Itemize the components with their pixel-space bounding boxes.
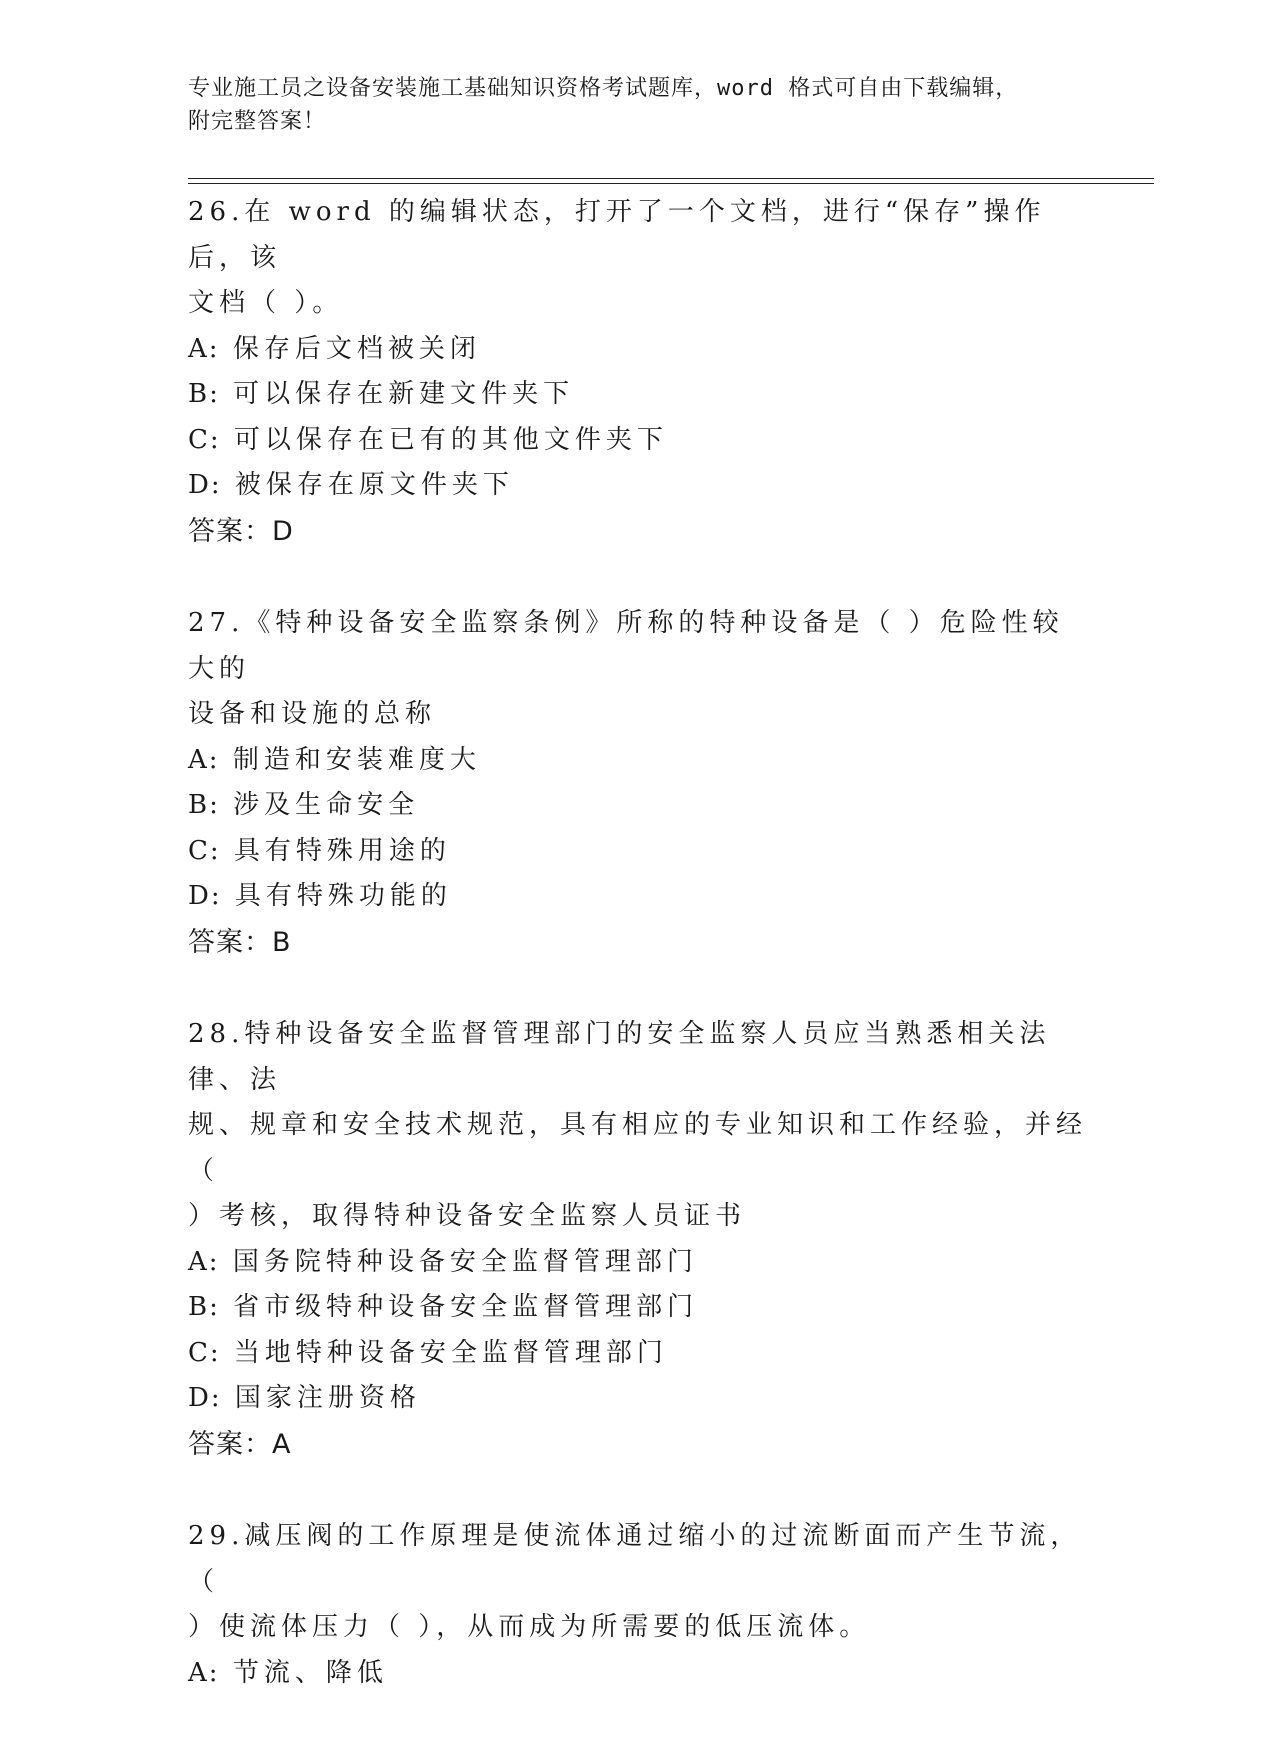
option-letter: A: [188,1246,220,1277]
question-27 [188,601,1088,965]
question-text: 28.特种设备安全监督管理部门的安全监察人员应当熟悉相关法律、法 规、规章和安全技术规范，具有相应的专业知识和工作经验，并经（ ）考核，取得特种设备安全监察人员证书 [188,1019,1088,1231]
question-29 [188,1514,1088,1696]
option-b [188,783,1088,829]
option-text: 保存后文档被关闭 [232,333,481,364]
option-c [188,1331,1088,1377]
option-text: 省市级特种设备安全监督管理部门 [233,1292,699,1322]
document-header: 专业施工员之设备安装施工基础知识资格考试题库，word 格式可自由下载编辑， 附完整答案！ [188,76,1019,134]
answer: 答案：D [188,515,294,547]
option-a [188,1651,1088,1697]
option-text: 国家注册资格 [234,1383,421,1413]
option-c [188,418,1088,464]
question-text: 26.在 word 的编辑状态，打开了一个文档，进行“保存”操作后，该 文档（ ）。 [188,197,1046,318]
option-letter: D: [188,1383,222,1413]
question-text: 27.《特种设备安全监察条例》所称的特种设备是（ ）危险性较大的 设备和设施的总称 [188,608,1064,729]
answer: 答案：A [188,1428,292,1460]
option-a [188,327,1088,373]
option-text: 节流、降低 [232,1657,388,1688]
option-text: 具有特殊功能的 [234,881,452,911]
option-letter: C: [188,424,221,455]
option-letter: B: [188,1292,220,1322]
option-b [188,372,1088,418]
option-letter: B: [188,379,220,409]
option-letter: A: [188,333,220,364]
answer: 答案：B [188,926,292,958]
option-b [188,1285,1088,1331]
header-divider-top [188,178,1154,179]
option-text: 国务院特种设备安全监督管理部门 [232,1246,698,1277]
option-letter: A: [188,744,220,775]
question-26 [188,190,1088,554]
option-text: 可以保存在新建文件夹下 [233,379,575,409]
option-text: 涉及生命安全 [233,790,420,820]
option-letter: D: [188,881,222,911]
option-letter: B: [188,790,220,820]
option-c [188,829,1088,875]
option-text: 被保存在原文件夹下 [234,470,514,500]
option-d [188,1376,1088,1422]
option-text: 具有特殊用途的 [233,835,451,866]
option-text: 制造和安装难度大 [232,744,481,775]
option-text: 可以保存在已有的其他文件夹下 [233,424,668,455]
option-d [188,463,1088,509]
question-text: 29.减压阀的工作原理是使流体通过缩小的过流断面而产生节流，（ ）使流体压力（ ），从而成为所需要的低压流体。 [188,1521,1082,1642]
option-letter: D: [188,470,222,500]
header-divider-bottom [188,183,1154,184]
option-text: 当地特种设备安全监督管理部门 [233,1337,668,1368]
question-list [188,190,1088,1743]
option-d [188,874,1088,920]
option-a [188,738,1088,784]
option-letter: C: [188,835,221,866]
option-letter: C: [188,1337,221,1368]
option-a [188,1240,1088,1286]
question-28 [188,1012,1088,1467]
option-letter: A: [188,1657,220,1688]
